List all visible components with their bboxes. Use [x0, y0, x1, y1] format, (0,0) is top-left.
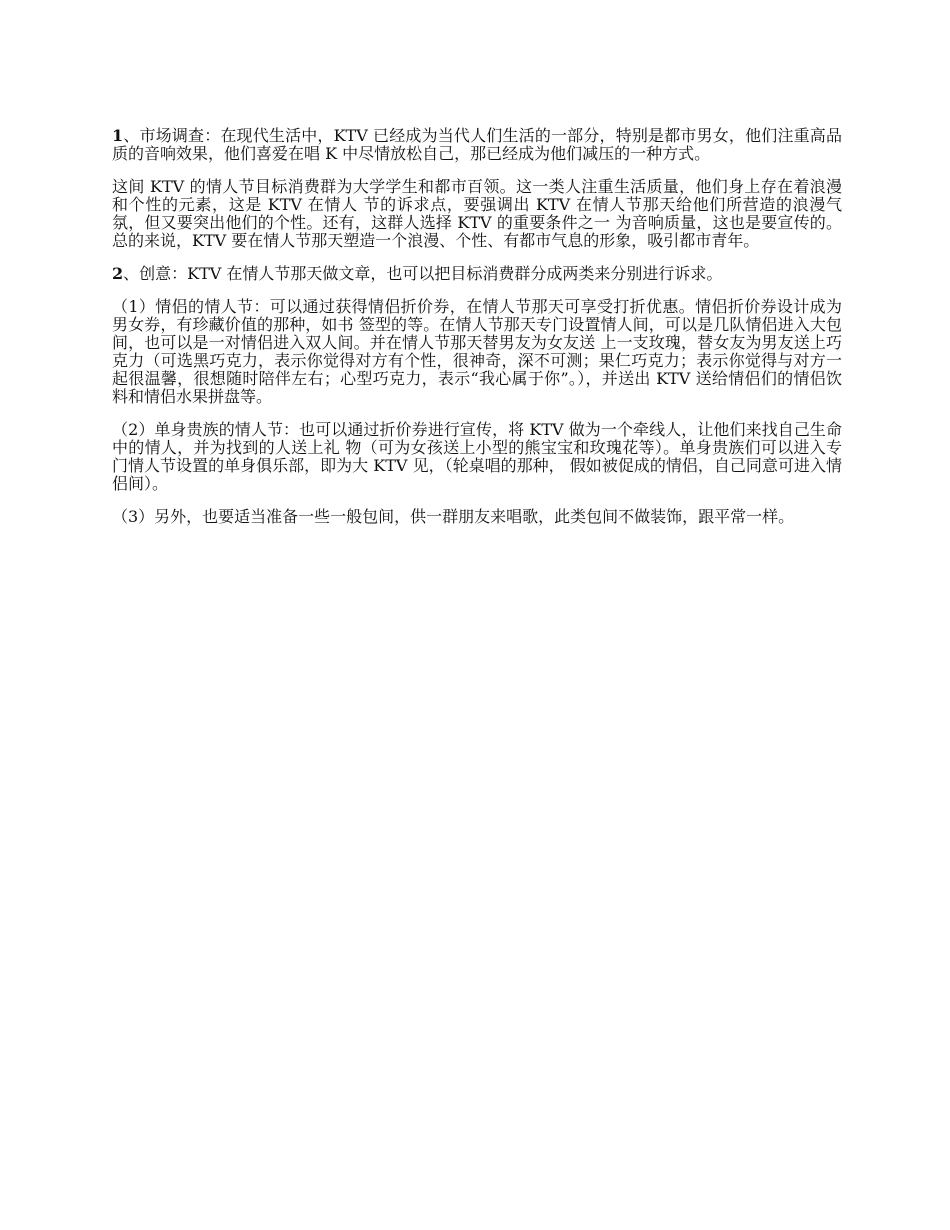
paragraph-text: 、创意：KTV 在情人节那天做文章，也可以把目标消费群分成两类来分别进行诉求。 — [123, 264, 723, 283]
paragraph-text: 、市场调查：在现代生活中，KTV 已经成为当代人们生活的一部分，特别是都市男女，他们注重高品质的音响效果，他们喜爱在唱 K 中尽情放松自己，那已经成为他们减压的一种方式。 — [112, 126, 842, 163]
document-body — [112, 127, 842, 541]
paragraph-text: （2）单身贵族的情人节：也可以通过折价券进行宣传，将 KTV 做为一个牵线人，让他们来找自己生命中的情人，并为找到的人送上礼 物（可为女孩送上小型的熊宝宝和玫瑰花等）。单身贵族们可以进入专门情人节设置的单身俱乐部，即为大 KTV 见，（轮桌唱的那种， 假如被促成的情侣，自己同意可进入情侣间）。 — [112, 420, 842, 493]
paragraph-text: （1）情侣的情人节：可以通过获得情侣折价券，在情人节那天可享受打折优惠。情侣折价券设计成为男女券，有珍藏价值的那种，如书 签型的等。在情人节那天专门设置情人间，可以是几队情侣进入大包间，也可以是一对情侣进入双人间。并在情人节那天替男友为女友送 上一支玫瑰，替女友为男友送上巧克力（可选黑巧克力，表示你觉得对方有个性，很神奇，深不可测；果仁巧克力；表示你觉得与对方一 起很温馨，很想随时陪伴左右；心型巧克力，表示“我心属于你”。），并送出 KTV 送给情侣们的情侣饮料和情侣水果拼盘等。 — [112, 297, 842, 406]
paragraph-couples — [112, 298, 842, 406]
paragraph-market-research — [112, 127, 842, 163]
paragraph-text: （3）另外，也要适当准备一些一般包间，供一群朋友来唱歌，此类包间不做装饰，跟平常一样。 — [112, 507, 795, 526]
paragraph-singles — [112, 421, 842, 493]
section-number: 1 — [112, 126, 124, 145]
paragraph-target-audience — [112, 178, 842, 250]
paragraph-text: 这间 KTV 的情人节目标消费群为大学学生和都市百领。这一类人注重生活质量，他们身上存在着浪漫和个性的元素，这是 KTV 在情人 节的诉求点，要强调出 KTV 在情人节那天给他们所营造的浪漫气氛，但又要突出他们的个性。还有，这群人选择 KTV 的重要条件之一 为音响质量，这也是要宣传的。总的来说，KTV 要在情人节那天塑造一个浪漫、个性、有都市气息的形象，吸引都市青年。 — [112, 177, 842, 250]
paragraph-creative-idea — [112, 265, 842, 283]
paragraph-general-rooms — [112, 508, 842, 526]
section-number: 2 — [112, 264, 124, 283]
